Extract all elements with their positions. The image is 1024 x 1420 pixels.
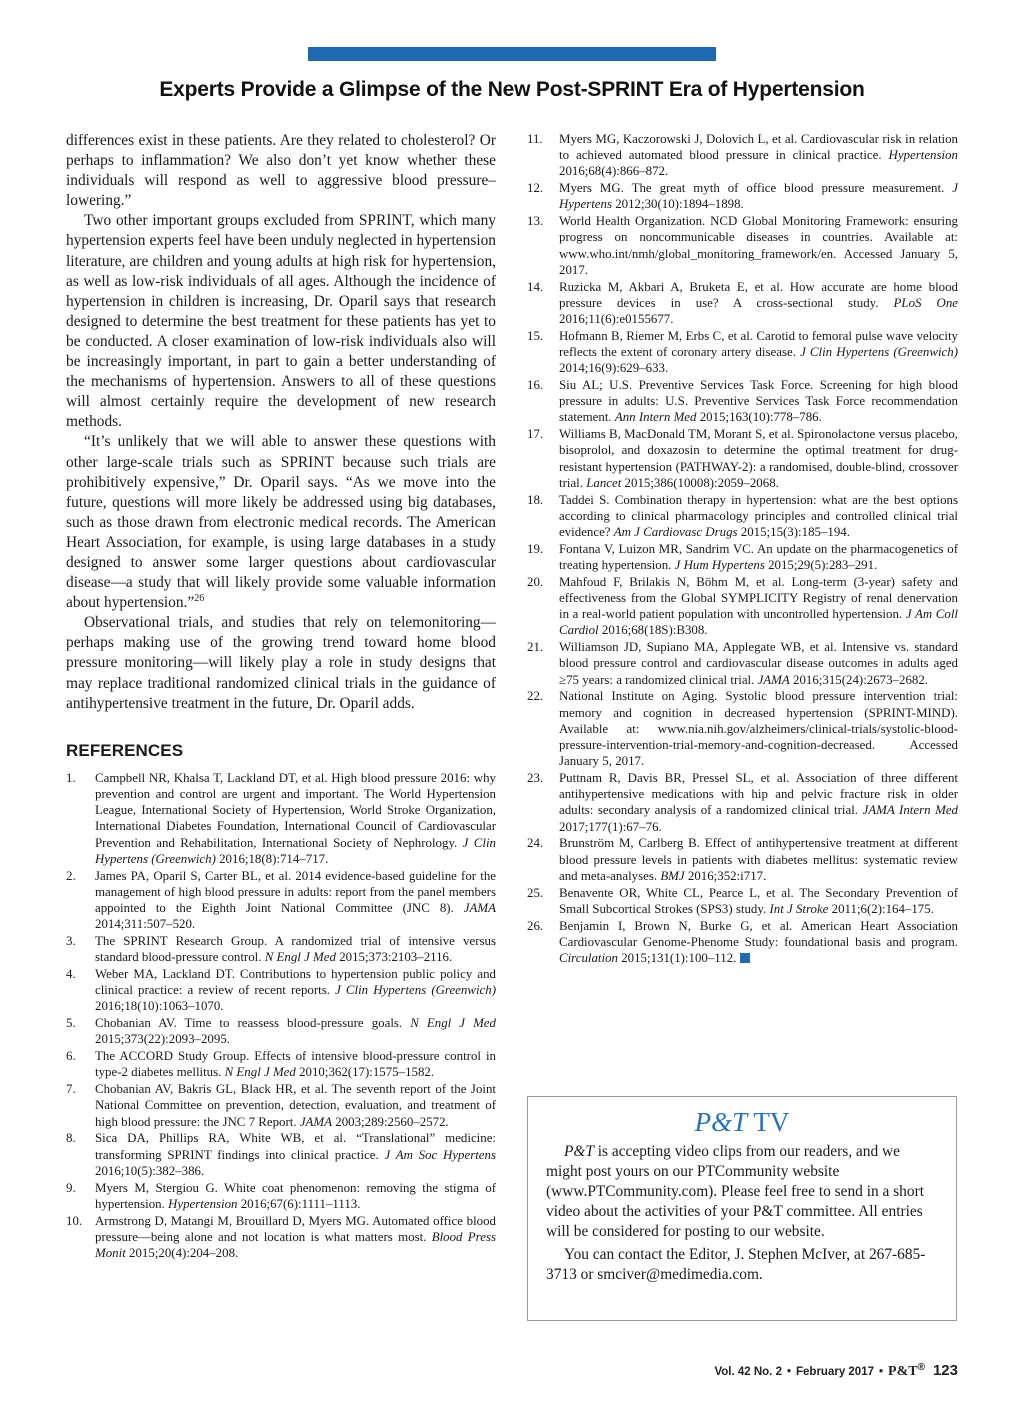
reference-journal: Blood Press Monit <box>95 1229 496 1260</box>
reference-text: Benjamin I, Brown N, Burke G, et al. American Heart Association Cardiovascular Genome-Phenome Study: foundational basis and program. <box>559 918 958 949</box>
reference-number: 26. <box>527 918 544 933</box>
reference-number: 4. <box>66 966 76 981</box>
reference-item <box>66 1213 496 1262</box>
right-column <box>527 131 958 967</box>
reference-item <box>527 180 958 212</box>
reference-text: Williamson JD, Supiano MA, Applegate WB, et al. Intensive vs. standard blood pressure control and cardiovascular disease outcomes in adults aged ≥75 years: a randomized clinical trial. <box>559 640 958 687</box>
reference-journal: Am J Cardiovasc Drugs <box>613 525 738 540</box>
reference-item <box>66 933 496 965</box>
footer-date: February 2017 <box>796 1366 874 1378</box>
reference-citation: 2015;131(1):100–112. <box>621 951 737 966</box>
reference-item <box>527 770 958 835</box>
reference-number: 6. <box>66 1049 76 1064</box>
reference-number: 5. <box>66 1016 76 1031</box>
reference-number: 25. <box>527 885 544 900</box>
reference-text: Sica DA, Phillips RA, White WB, et al. “Translational” medicine: transforming SPRINT findings into clinical practice. <box>95 1131 496 1162</box>
sidebar-title <box>546 1107 938 1138</box>
pt-tv-sidebar <box>527 1096 957 1321</box>
reference-item <box>527 639 958 688</box>
reference-number: 20. <box>527 574 544 589</box>
header-accent-bar <box>308 47 716 61</box>
reference-number: 16. <box>527 378 544 393</box>
reference-item <box>66 966 496 1015</box>
reference-journal: Circulation <box>559 951 618 966</box>
reference-journal: Hypertension <box>168 1196 238 1211</box>
sidebar-title-italic: P&T <box>694 1107 748 1137</box>
reference-journal: Hypertension <box>888 148 958 163</box>
reference-number: 14. <box>527 279 544 294</box>
reference-item <box>66 868 496 933</box>
footer-separator: • <box>786 1366 791 1378</box>
reference-item <box>66 1048 496 1080</box>
reference-text: Benavente OR, White CL, Pearce L, et al. The Secondary Prevention of Small Subcortical Strokes (SPS3) study. <box>559 885 958 916</box>
reference-text: Chobanian AV, Bakris GL, Black HR, et al. The seventh report of the Joint National Committee on prevention, detection, evaluation, and treatment of high blood pressure: the JNC 7 Report. <box>95 1082 496 1129</box>
reference-text: Armstrong D, Matangi M, Brouillard D, Myers MG. Automated office blood pressure—being alone and not location is what matters most. <box>95 1213 496 1244</box>
reference-text: Williams B, MacDonald TM, Morant S, et al. Spironolactone versus placebo, bisoprolol, and doxazosin to determine the optimal treatment for drug-resistant hypertension (PATHWAY-2): a randomised, double-blind, crossover trial. <box>559 427 958 490</box>
references-heading: REFERENCES <box>66 740 184 760</box>
footer-separator: • <box>879 1366 884 1378</box>
footer-issue: Vol. 42 No. 2 <box>714 1366 782 1378</box>
reference-journal: J Am Coll Cardiol <box>559 607 959 638</box>
reference-text: Siu AL; U.S. Preventive Services Task Force. Screening for high blood pressure in adults: U.S. Preventive Services Task Force recommendation statement. <box>559 378 958 425</box>
body-paragraph-3-text: “It’s unlikely that we will able to answer these questions with other large-scale trials such as SPRINT because such trials are prohibitively expensive,” Dr. Oparil says. “As we move into the future, questions will more likely be addressed using big databases, such as those drawn from electronic medical records. The American Heart Association, for example, is using large databases in a study designed to answer some larger questions about cardiovascular disease—a study that will likely provide some valuable information about hypertension.” <box>66 433 496 612</box>
reference-text: Myers MG. The great myth of office blood pressure measurement. <box>559 181 945 196</box>
reference-journal: N Engl J Med <box>264 950 336 965</box>
reference-citation: 2012;30(10):1894–1898. <box>615 197 744 212</box>
citation-superscript: 26 <box>194 593 205 605</box>
reference-item <box>527 131 958 180</box>
reference-citation: 2015;15(3):185–194. <box>740 525 850 540</box>
reference-number: 2. <box>66 868 76 883</box>
reference-citation: 2016;10(5):382–386. <box>95 1163 205 1178</box>
reference-citation: 2017;177(1):67–76. <box>559 819 662 834</box>
reference-citation: 2016;18(10):1063–1070. <box>95 999 224 1014</box>
reference-text: World Health Organization. NCD Global Monitoring Framework: ensuring progress on noncommunicable diseases in countries. Available at: www.who.int/nmh/global_monitoring_framework/en. Accessed January 5, 2017. <box>559 214 958 277</box>
reference-item <box>527 835 958 884</box>
reference-item <box>66 1180 496 1212</box>
reference-journal: JAMA <box>757 672 790 687</box>
reference-number: 3. <box>66 933 76 948</box>
reference-number: 19. <box>527 541 544 556</box>
reference-citation: 2015;373:2103–2116. <box>339 950 453 965</box>
reference-number: 13. <box>527 214 544 229</box>
reference-citation: 2011;6(2):164–175. <box>831 901 934 916</box>
reference-number: 18. <box>527 492 544 507</box>
reference-journal: JAMA Intern Med <box>862 803 958 818</box>
reference-item <box>66 770 496 867</box>
page-title: Experts Provide a Glimpse of the New Post-SPRINT Era of Hypertension <box>159 78 865 101</box>
sidebar-paragraph-2: You can contact the Editor, J. Stephen McIver, at 267-685-3713 or smciver@medimedia.com. <box>546 1246 926 1283</box>
reference-text: Ruzicka M, Akbari A, Bruketa E, et al. How accurate are home blood pressure devices in use? A cross-sectional study. <box>559 279 958 310</box>
reference-text: Fontana V, Luizon MR, Sandrim VC. An update on the pharmacogenetics of treating hypertension. <box>559 541 958 573</box>
references-list-right <box>527 131 958 966</box>
reference-text: National Institute on Aging. Systolic blood pressure intervention trial: memory and cognition in decreased hypertension (SPRINT-MIND). Available at: www.nia.nih.gov/alzheimers/clinical-trials/systolic-blood-pressure-intervention-trial-memory-and-cognition-decreased. Accessed January 5, 2017. <box>559 689 958 769</box>
reference-citation: 2003;289:2560–2572. <box>335 1114 449 1129</box>
reference-text: Campbell NR, Khalsa T, Lackland DT, et al. High blood pressure 2016: why prevention and control are urgent and important. The World Hypertension League, International Society of Hypertension, World Stroke Organization, International Diabetes Foundation, International Council of Cardiovascular Prevention and Rehabilitation, International Society of Nephrology. <box>95 770 496 850</box>
reference-number: 8. <box>66 1131 76 1146</box>
reference-journal: Int J Stroke <box>769 901 829 916</box>
sidebar-p1-italic: P&T <box>564 1143 594 1160</box>
reference-citation: 2016;315(24):2673–2682. <box>793 672 929 687</box>
reference-number: 7. <box>66 1082 76 1097</box>
references-list-left <box>66 770 496 1261</box>
reference-item <box>66 1015 496 1047</box>
reference-item <box>527 279 958 328</box>
left-column <box>66 131 496 1262</box>
reference-item <box>527 688 958 769</box>
page-number: 123 <box>932 1362 958 1379</box>
body-paragraph-1: differences exist in these patients. Are they related to cholesterol? Or perhaps to inflammation? We also don’t yet know whether these individuals will respond as well to aggressive blood pressure–lowering.” <box>66 132 496 210</box>
reference-item <box>66 1081 496 1130</box>
reference-citation: 2014;311:507–520. <box>95 917 196 932</box>
reference-text: Myers MG, Kaczorowski J, Dolovich L, et al. Cardiovascular risk in relation to achieved automated blood pressure in clinical practice. <box>559 132 958 163</box>
reference-citation: 2016;352:i717. <box>687 868 767 883</box>
reference-number: 22. <box>527 689 544 704</box>
reference-number: 17. <box>527 427 544 442</box>
reference-text: The SPRINT Research Group. A randomized trial of intensive versus standard blood-pressure control. <box>95 933 496 965</box>
reference-journal: J Clin Hypertens (Greenwich) <box>335 983 496 998</box>
reference-item <box>527 213 958 278</box>
reference-text: The ACCORD Study Group. Effects of intensive blood-pressure control in type-2 diabetes mellitus. <box>95 1049 496 1080</box>
reference-text: Chobanian AV. Time to reassess blood-pressure goals. <box>95 1016 403 1031</box>
body-paragraph-4: Observational trials, and studies that rely on telemonitoring—perhaps making use of the growing trend toward home blood pressure monitoring—will likely play a role in study designs that may replace traditional randomized clinical trials in the guidance of antihypertensive treatment in the future, Dr. Oparil adds. <box>66 614 496 712</box>
reference-journal: J Clin Hypertens (Greenwich) <box>800 345 958 360</box>
reference-number: 10. <box>66 1213 83 1228</box>
reference-journal: J Clin Hypertens (Greenwich) <box>95 835 496 866</box>
reference-number: 9. <box>66 1180 76 1195</box>
reference-number: 23. <box>527 771 544 786</box>
reference-number: 21. <box>527 640 544 655</box>
reference-text: Taddei S. Combination therapy in hypertension: what are the best options according to clinical pharmacology principles and controlled clinical trial evidence? <box>559 492 958 540</box>
footer-journal: P&T <box>888 1364 918 1379</box>
page-footer <box>714 1362 958 1380</box>
reference-citation: 2015;163(10):778–786. <box>699 410 822 425</box>
sidebar-paragraph-1 <box>546 1142 938 1242</box>
reference-text: James PA, Oparil S, Carter BL, et al. 2014 evidence-based guideline for the management of high blood pressure in adults: report from the panel members appointed to the Eighth Joint National Committee (JNC 8). <box>95 868 496 915</box>
reference-text: Mahfoud F, Brilakis N, Böhm M, et al. Long-term (3-year) safety and effectiveness from the Global SYMPLICITY Registry of renal denervation in a real-world patient population with uncontrolled hypertension. <box>559 574 958 622</box>
reference-journal: J Hum Hypertens <box>674 558 765 573</box>
reference-citation: 2015;20(4):204–208. <box>129 1245 239 1260</box>
reference-journal: J Am Soc Hypertens <box>384 1147 496 1162</box>
end-of-article-mark <box>740 953 750 963</box>
reference-citation: 2015;386(10008):2059–2068. <box>624 475 779 490</box>
reference-item <box>527 918 958 967</box>
reference-text: Weber MA, Lackland DT. Contributions to hypertension public policy and clinical practice: a review of recent reports. <box>95 966 496 998</box>
reference-text: Brunström M, Carlberg B. Effect of antihypertensive treatment at different blood pressure levels in patients with diabetes mellitus: systematic review and meta-analyses. <box>559 836 958 883</box>
reference-number: 15. <box>527 328 544 343</box>
reference-journal: Ann Intern Med <box>614 410 697 425</box>
body-paragraph-3 <box>66 432 496 613</box>
reference-citation: 2010;362(17):1575–1582. <box>299 1065 435 1080</box>
reference-item <box>527 541 958 573</box>
reference-text: Hofmann B, Riemer M, Erbs C, et al. Carotid to femoral pulse wave velocity reflects the extent of coronary artery disease. <box>559 328 958 360</box>
reference-item <box>527 885 958 917</box>
reference-citation: 2016;67(6):1111–1113. <box>240 1196 361 1211</box>
reference-journal: J Hypertens <box>559 181 958 212</box>
reference-journal: N Engl J Med <box>224 1065 296 1080</box>
reference-citation: 2016;68(18S):B308. <box>601 623 708 638</box>
reference-item <box>527 377 958 426</box>
reference-number: 24. <box>527 836 544 851</box>
reference-number: 1. <box>66 770 76 785</box>
reference-citation: 2016;68(4):866–872. <box>559 164 669 179</box>
reference-item <box>527 574 958 639</box>
reference-journal: BMJ <box>660 868 685 883</box>
reference-number: 11. <box>527 132 543 146</box>
reference-journal: JAMA <box>463 900 496 915</box>
reference-journal: JAMA <box>299 1114 333 1129</box>
sidebar-p1-text: is accepting video clips from our readers, and we might post yours on our PTCommunity website (www.PTCommunity.com). Please feel free to send in a short video about the activities of your P&T committee. All entries will be considered for posting to our website. <box>546 1143 924 1240</box>
reference-citation: 2016;18(8):714–717. <box>219 851 329 866</box>
reference-item <box>527 492 958 541</box>
sidebar-title-rest: TV <box>747 1107 790 1137</box>
reference-citation: 2015;29(5):283–291. <box>768 558 878 573</box>
reference-text: Puttnam R, Davis BR, Pressel SL, et al. Association of three different antihypertensive medications with hip and pelvic fracture risk in older adults: secondary analysis of a randomized clinical trial. <box>559 771 958 818</box>
reference-citation: 2015;373(22):2093–2095. <box>95 1032 230 1047</box>
reference-number: 12. <box>527 181 544 196</box>
reference-item <box>527 328 958 377</box>
body-paragraph-2: Two other important groups excluded from SPRINT, which many hypertension experts feel have been unduly neglected in hypertension literature, are children and young adults at high risk for hypertension, as well as low-risk individuals of all ages. Although the incidence of hypertension in children is increasing, Dr. Oparil says that research designed to determine the best treatment for these patients has yet to be conducted. A closer examination of low-risk individuals also will be increasingly important, in part to gain a better understanding of the mechanisms of hypertension. Answers to all of these questions will almost certainly require the development of new research methods. <box>66 212 496 431</box>
reference-item <box>527 426 958 491</box>
reference-journal: Lancet <box>586 475 622 490</box>
reference-journal: N Engl J Med <box>410 1016 496 1031</box>
reference-journal: PLoS One <box>893 295 958 310</box>
reference-citation: 2014;16(9):629–633. <box>559 361 669 376</box>
reference-citation: 2016;11(6):e0155677. <box>559 312 674 327</box>
reference-item <box>66 1130 496 1179</box>
reference-text: Myers M, Stergiou G. White coat phenomenon: removing the stigma of hypertension. <box>95 1180 496 1211</box>
footer-registered-mark: ® <box>917 1362 925 1374</box>
